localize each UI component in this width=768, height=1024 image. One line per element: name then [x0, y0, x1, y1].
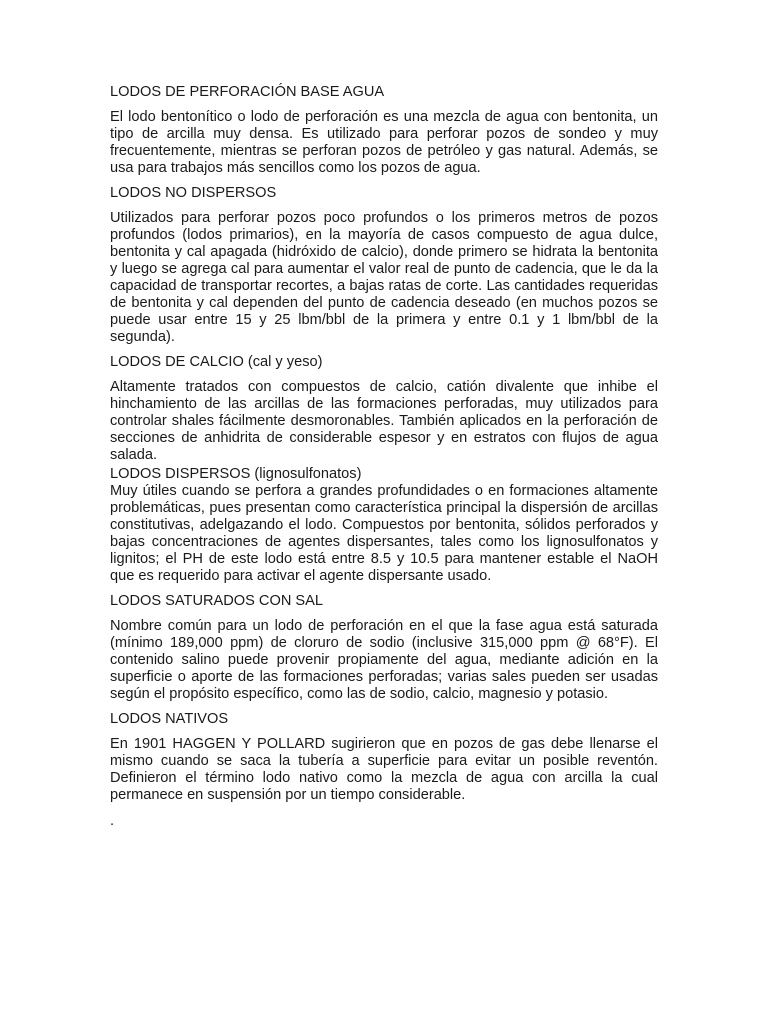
- section-body-no-dispersos: Utilizados para perforar pozos poco profundos o los primeros metros de pozos profundos (lodos primarios), en la mayoría de casos compuesto de agua dulce, bentonita y cal apagada (hidróxido de calcio), donde primero se hidrata la bentonita y luego se agrega cal para aumentar el valor real de punto de cadencia, que le da la capacidad de transportar recortes, a bajas ratas de corte. Las cantidades requeridas de bentonita y cal dependen del punto de cadencia deseado (en muchos pozos se puede usar entre 15 y 25 lbm/bbl de la primera y entre 0.1 y 1 lbm/bbl de la segunda).: [110, 210, 658, 345]
- trailing-mark: .: [110, 813, 115, 829]
- section-body-nativos: En 1901 HAGGEN Y POLLARD sugirieron que en pozos de gas debe llenarse el mismo cuando se saca la tubería a superficie para evitar un posible reventón. Definieron el término lodo nativo como la mezcla de agua con arcilla la cual permanece en suspensión por un tiempo considerable.: [110, 736, 658, 803]
- section-body-dispersos: Muy útiles cuando se perfora a grandes profundidades o en formaciones altamente problemáticas, pues presentan como característica principal la dispersión de arcillas constitutivas, adelgazando el lodo. Compuestos por bentonita, sólidos perforados y bajas concentraciones de agentes dispersantes, tales como los lignosulfonatos y lignitos; el PH de este lodo está entre 8.5 y 10.5 para mantener estable el NaOH que es requerido para activar el agente dispersante usado.: [110, 483, 658, 584]
- section-body-calcio: Altamente tratados con compuestos de calcio, catión divalente que inhibe el hinchamiento de las arcillas de las formaciones perforadas, muy utilizados para controlar shales fácilmente desmoronables. También aplicados en la perforación de secciones de anhidrita de considerable espesor y en estratos con flujos de agua salada.: [110, 379, 658, 463]
- section-heading-no-dispersos: LODOS NO DISPERSOS: [110, 185, 277, 201]
- intro-paragraph: El lodo bentonítico o lodo de perforación es una mezcla de agua con bentonita, un tipo de arcilla muy densa. Es utilizado para perforar pozos de sondeo y muy frecuentemente, mientras se perforan pozos de petróleo y gas natural. Además, se usa para trabajos más sencillos como los pozos de agua.: [110, 109, 658, 176]
- document-title: LODOS DE PERFORACIÓN BASE AGUA: [110, 84, 385, 100]
- section-heading-nativos: LODOS NATIVOS: [110, 711, 229, 727]
- section-heading-dispersos: LODOS DISPERSOS (lignosulfonatos): [110, 466, 362, 482]
- section-heading-calcio: LODOS DE CALCIO (cal y yeso): [110, 354, 323, 370]
- section-heading-saturados: LODOS SATURADOS CON SAL: [110, 593, 324, 609]
- section-body-saturados: Nombre común para un lodo de perforación en el que la fase agua está saturada (mínimo 189,000 ppm) de cloruro de sodio (inclusive 315,000 ppm @ 68°F). El contenido salino puede provenir propiamente del agua, mediante adición en la superficie o aporte de las formaciones perforadas; varias sales pueden ser usadas según el propósito específico, como las de sodio, calcio, magnesio y potasio.: [110, 618, 658, 702]
